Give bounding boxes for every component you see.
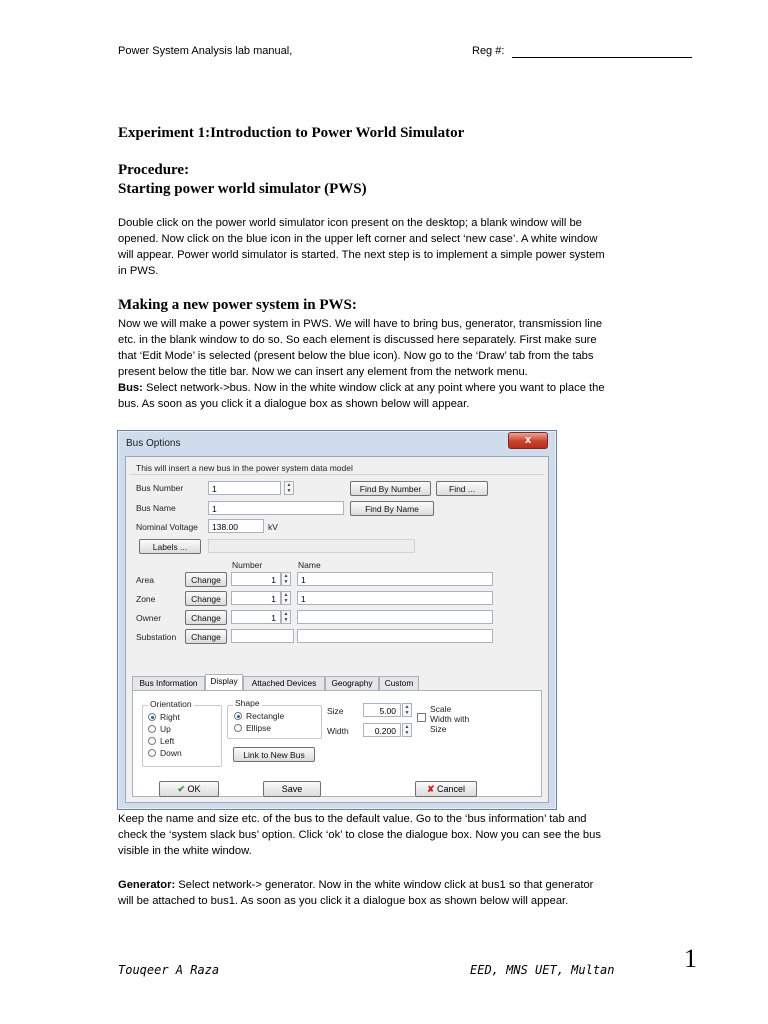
after-dialog-paragraph (118, 811, 648, 859)
labels-field (208, 539, 415, 553)
bus-number-input[interactable]: 1 (208, 481, 281, 495)
generator-text: Select network-> generator. Now in the white window click at bus1 so that generator (175, 879, 594, 891)
scale-label: Scale (430, 704, 452, 714)
text-line: Keep the name and size etc. of the bus to the default value. Go to the ‘bus information’ tab and (118, 813, 587, 825)
size-input[interactable]: 5.00 (363, 703, 401, 717)
area-number-input[interactable]: 1 (231, 572, 281, 586)
bus-text: Select network->bus. Now in the white window click at any point where you want to place the (142, 382, 605, 394)
bus-name-label: Bus Name (136, 503, 176, 513)
shape-label: Shape (235, 698, 260, 708)
text-line: etc. in the blank window to do so. So each element is discussed here separately. First make sure (118, 334, 597, 346)
text-line: will appear. Power world simulator is started. The next step is to implement a simple power system (118, 249, 605, 261)
orientation-left-label: Left (160, 736, 175, 746)
col-number: Number (232, 560, 263, 570)
starting-heading: Starting power world simulator (PWS) (118, 181, 367, 197)
find-button[interactable]: Find ... (436, 481, 488, 496)
bus-number-label: Bus Number (136, 483, 184, 493)
bus-name-input[interactable]: 1 (208, 501, 344, 515)
size-spinner[interactable]: ▲ ▼ (402, 703, 412, 717)
area-label: Area (136, 575, 154, 585)
orientation-label: Orientation (150, 699, 192, 709)
tab-geography[interactable]: Geography (325, 676, 379, 690)
generator-label: Generator: (118, 879, 176, 891)
generator-line (118, 877, 648, 893)
text-line: in PWS. (118, 265, 159, 277)
zone-number-input[interactable]: 1 (231, 591, 281, 605)
intro-paragraph (118, 215, 648, 279)
substation-number-input[interactable] (231, 629, 294, 643)
shape-rectangle-radio[interactable] (234, 712, 242, 720)
owner-label: Owner (136, 613, 162, 623)
zone-name-input[interactable]: 1 (297, 591, 493, 605)
divider (130, 474, 544, 475)
area-change-button[interactable]: Change (185, 572, 227, 587)
cancel-button[interactable] (415, 781, 477, 797)
experiment-title: Experiment 1:Introduction to Power World Simulator (118, 125, 465, 141)
labels-button[interactable]: Labels ... (139, 539, 201, 554)
scale-width-checkbox[interactable] (417, 713, 426, 722)
ok-label: OK (187, 784, 201, 794)
substation-name-input[interactable] (297, 629, 493, 643)
bus-label: Bus: (118, 382, 143, 394)
making-heading: Making a new power system in PWS: (118, 297, 357, 313)
zone-change-button[interactable]: Change (185, 591, 227, 606)
kv-unit: kV (268, 522, 278, 532)
zone-label: Zone (136, 594, 156, 604)
width-input[interactable]: 0.200 (363, 723, 401, 737)
shape-ellipse-radio[interactable] (234, 724, 242, 732)
substation-change-button[interactable]: Change (185, 629, 227, 644)
find-by-name-button[interactable]: Find By Name (350, 501, 434, 516)
width-label: Width (327, 726, 349, 736)
save-button[interactable]: Save (263, 781, 321, 797)
procedure-heading: Procedure: (118, 162, 190, 178)
text-line: check the ‘system slack bus’ option. Click ‘ok’ to close the dialogue box. Now you can see the bus (118, 829, 601, 841)
reg-label: Reg #: (472, 45, 505, 57)
text-line: visible in the white window. (118, 845, 252, 857)
making-paragraph (118, 316, 648, 412)
orientation-left-radio[interactable] (148, 737, 156, 745)
reg-blank-line (512, 57, 692, 58)
text-line: that ‘Edit Mode’ is selected (present below the blue icon). Now go to the ‘Draw’ tab from the tabs (118, 350, 594, 362)
text-line: present below the title bar. Now we can insert any element from the network menu. (118, 366, 528, 378)
tab-attached-devices[interactable]: Attached Devices (243, 676, 325, 690)
width-spinner[interactable]: ▲ ▼ (402, 723, 412, 737)
tab-bus-information[interactable]: Bus Information (132, 676, 205, 690)
tab-custom[interactable]: Custom (379, 676, 419, 690)
footer-dept: EED, MNS UET, Multan (470, 963, 615, 977)
bus-number-spinner[interactable]: ▲ ▼ (284, 481, 294, 495)
scale-size-label: Size (430, 724, 447, 734)
orientation-down-radio[interactable] (148, 749, 156, 757)
text-line: opened. Now click on the blue icon in the upper left corner and select ‘new case’. A white window (118, 233, 598, 245)
orientation-down-label: Down (160, 748, 182, 758)
owner-name-input[interactable] (297, 610, 493, 624)
owner-spinner[interactable]: ▲ ▼ (281, 610, 291, 624)
zone-spinner[interactable]: ▲ ▼ (281, 591, 291, 605)
col-name: Name (298, 560, 321, 570)
x-icon: ✘ (426, 784, 435, 794)
nominal-voltage-label: Nominal Voltage (136, 522, 198, 532)
area-spinner[interactable]: ▲ ▼ (281, 572, 291, 586)
orientation-up-radio[interactable] (148, 725, 156, 733)
close-button[interactable]: x (508, 432, 548, 449)
scale-width-with-label: Width with (430, 714, 470, 724)
orientation-right-radio[interactable] (148, 713, 156, 721)
text-line: Now we will make a power system in PWS. We will have to bring bus, generator, transmission line (118, 318, 603, 330)
dialog-info: This will insert a new bus in the power system data model (136, 463, 353, 473)
nominal-voltage-input[interactable]: 138.00 (208, 519, 264, 533)
area-name-input[interactable]: 1 (297, 572, 493, 586)
bus-line (118, 380, 648, 396)
ok-button[interactable] (159, 781, 219, 797)
size-label: Size (327, 706, 344, 716)
substation-label: Substation (136, 632, 177, 642)
page-number: 1 (684, 944, 697, 973)
footer-author: Touqeer A Raza (118, 963, 220, 977)
check-icon: ✔ (177, 784, 185, 794)
text-line: bus. As soon as you click it a dialogue box as shown below will appear. (118, 398, 470, 410)
dialog-body (125, 456, 549, 803)
orientation-up-label: Up (160, 724, 171, 734)
owner-number-input[interactable]: 1 (231, 610, 281, 624)
bus-options-dialog (117, 430, 557, 810)
orientation-right-label: Right (160, 712, 180, 722)
text-line: will be attached to bus1. As soon as you click it a dialogue box as shown below will appear. (118, 895, 569, 907)
dialog-title: Bus Options (126, 438, 181, 449)
find-by-number-button[interactable]: Find By Number (350, 481, 431, 496)
running-header: Power System Analysis lab manual, (118, 45, 293, 57)
tab-display[interactable]: Display (205, 674, 243, 691)
shape-rectangle-label: Rectangle (246, 711, 285, 721)
generator-paragraph (118, 877, 648, 909)
cancel-label: Cancel (437, 784, 466, 794)
link-to-new-bus-button[interactable]: Link to New Bus (233, 747, 315, 762)
owner-change-button[interactable]: Change (185, 610, 227, 625)
text-line: Double click on the power world simulator icon present on the desktop; a blank window will be (118, 217, 582, 229)
shape-ellipse-label: Ellipse (246, 723, 272, 733)
